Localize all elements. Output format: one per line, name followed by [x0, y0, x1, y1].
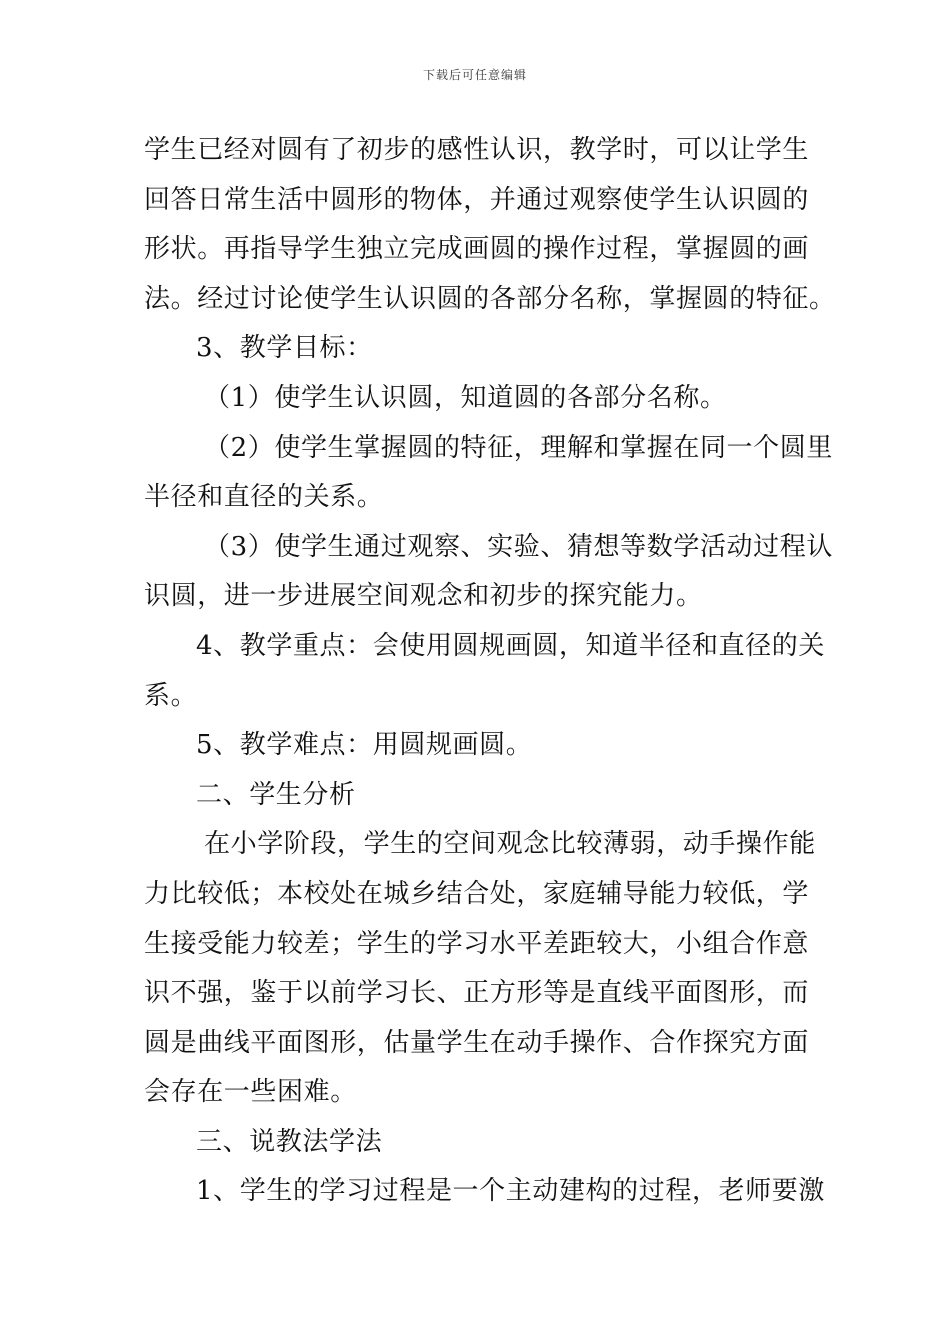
text-line: 回答日常生活中圆形的物体，并通过观察使学生认识圆的	[144, 184, 810, 215]
list-item: （2）使学生掌握圆的特征，理解和掌握在同一个圆里	[204, 432, 833, 463]
text-line: 圆是曲线平面图形，估量学生在动手操作、合作探究方面	[144, 1027, 810, 1058]
text-line: 力比较低；本校处在城乡结合处，家庭辅导能力较低，学	[144, 878, 810, 909]
page-header: 下载后可任意编辑	[422, 68, 527, 82]
text-line: 法。经过讨论使学生认识圆的各部分名称，掌握圆的特征。	[144, 283, 836, 314]
paragraph-start: 在小学阶段，学生的空间观念比较薄弱，动手操作能	[204, 829, 816, 860]
section-heading: 4、教学重点：会使用圆规画圆，知道半径和直径的关	[196, 630, 825, 661]
text-line: 半径和直径的关系。	[144, 482, 384, 513]
text-line: 会存在一些困难。	[144, 1077, 357, 1108]
text-line: 生接受能力较差；学生的学习水平差距较大，小组合作意	[144, 928, 810, 959]
paragraph-start: 1、学生的学习过程是一个主动建构的过程，老师要激	[196, 1176, 825, 1207]
text-line: 识圆，进一步进展空间观念和初步的探究能力。	[144, 581, 703, 612]
section-heading: 3、教学目标：	[196, 333, 373, 364]
list-item: （3）使学生通过观察、实验、猜想等数学活动过程认	[204, 531, 833, 562]
text-line: 系。	[144, 680, 198, 711]
section-heading: 二、学生分析	[196, 779, 356, 810]
section-heading: 三、说教法学法	[196, 1126, 383, 1157]
document-body	[144, 126, 836, 1217]
list-item: （1）使学生认识圆，知道圆的各部分名称。	[204, 382, 727, 413]
text-line: 识不强，鉴于以前学习长、正方形等是直线平面图形，而	[144, 978, 810, 1009]
text-line: 形状。再指导学生独立完成画圆的操作过程，掌握圆的画	[144, 234, 810, 265]
text-line: 学生已经对圆有了初步的感性认识，教学时，可以让学生	[144, 135, 810, 165]
section-heading: 5、教学难点：用圆规画圆。	[196, 730, 533, 761]
